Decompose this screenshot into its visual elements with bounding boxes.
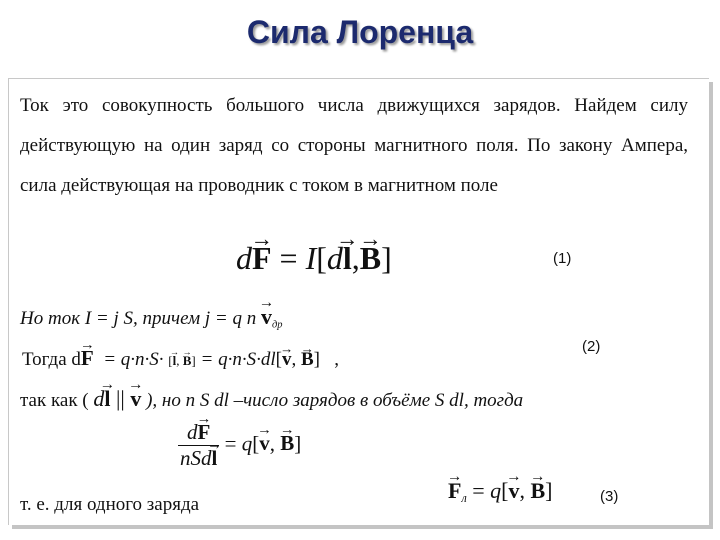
then-line: Тогда d→ F = q·n·S· [→ l, → B] = q·n·S·dl[→ v, → B] ,	[22, 346, 339, 371]
then-mid-2: = q·n·S·dl	[200, 349, 276, 370]
equation-3: → $F_л = q[\to v$, → B]	[448, 478, 553, 506]
since-suffix: ), но n S dl –число зарядов в объёме S dl, тогда	[146, 390, 524, 411]
single-charge-line: т. е. для одного заряда	[20, 494, 200, 515]
then-comma: ,	[334, 349, 339, 370]
since-prefix: так как (	[20, 390, 89, 411]
drift-subscript: др	[272, 319, 283, 331]
current-definition-text: Но ток I = j S, причем j = q n	[20, 308, 257, 329]
page-title: Сила Лоренца	[246, 14, 474, 50]
equation-1-number: (1)	[553, 250, 572, 267]
since-line: так как ( d→ l || → v ), но n S dl –число зарядов в объёме S dl, тогда	[20, 386, 523, 412]
equation-3-number: (3)	[600, 488, 619, 505]
then-mid-1: = q·n·S·	[103, 349, 164, 370]
then-prefix: Тогда d	[22, 349, 81, 370]
force-per-charge-formula: $\frac{d\to F}{\text{nSd→ l}}$ = q[→ v, → B]	[178, 420, 301, 471]
lorentz-subscript: л	[461, 491, 467, 506]
equation-2-number: (2)	[582, 338, 601, 355]
intro-paragraph: Ток это совокупность большого числа движущихся зарядов. Найдем силу действующую на один заряд со стороны магнитного поля. По закону Ампера, сила действующая на проводник с током в магнитном поле	[20, 95, 688, 196]
equation-1: d→ F = I[d→ l,→ B]	[236, 240, 392, 277]
current-definition-line: Но ток I = j S, причем j = q $n \to v_{др}$	[20, 304, 283, 331]
